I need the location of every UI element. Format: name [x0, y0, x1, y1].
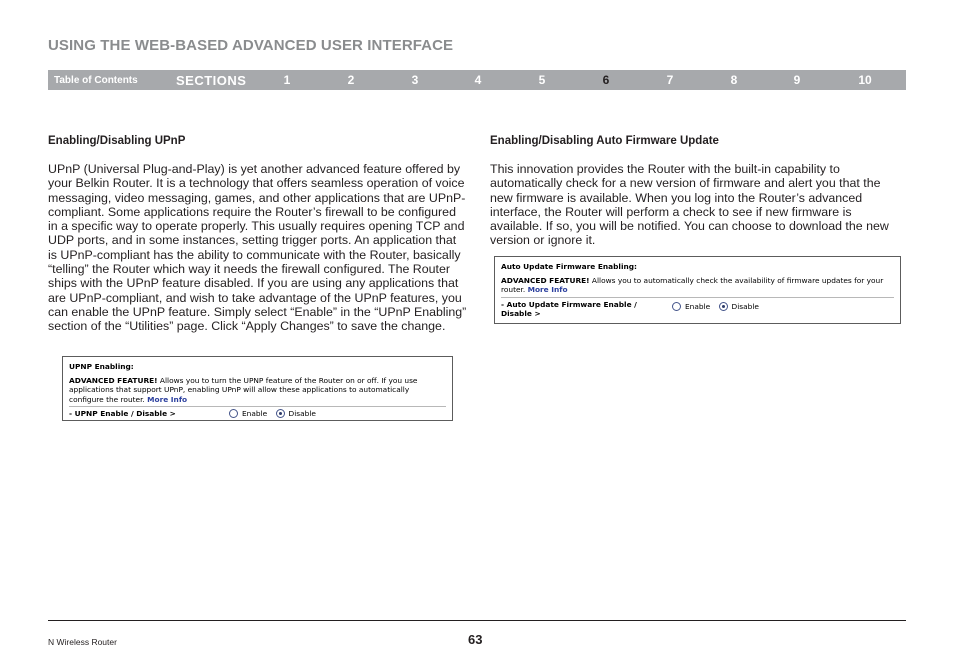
section-link-4[interactable]: 4 [474, 73, 482, 87]
upnp-setting-row [69, 409, 446, 419]
page-number: 63 [468, 632, 483, 647]
section-link-10[interactable]: 10 [858, 73, 872, 87]
firmware-more-info-link[interactable]: More Info [527, 285, 568, 295]
section-link-1[interactable]: 1 [283, 73, 291, 87]
upnp-panel-description [69, 376, 446, 405]
upnp-more-info-link[interactable]: More Info [147, 394, 188, 404]
section-link-3[interactable]: 3 [411, 73, 419, 87]
upnp-disable-label: Disable [288, 409, 316, 419]
section-link-9[interactable]: 9 [793, 73, 801, 87]
upnp-radio-group [229, 409, 322, 419]
firmware-disable-radio[interactable] [719, 302, 728, 311]
divider [69, 406, 446, 407]
divider [501, 297, 894, 298]
section-link-6-active[interactable]: 6 [602, 73, 610, 87]
section-nav-bar [48, 70, 906, 90]
firmware-heading: Enabling/Disabling Auto Firmware Update [490, 135, 719, 147]
firmware-settings-screenshot [494, 256, 901, 324]
section-link-2[interactable]: 2 [347, 73, 355, 87]
sections-label: SECTIONS [176, 73, 247, 88]
page-header-title: USING THE WEB-BASED ADVANCED USER INTERFACE [48, 37, 454, 54]
firmware-description-text: Allows you to automatically check the availability of firmware updates for your router. [501, 275, 884, 295]
upnp-setting-label: - UPNP Enable / Disable > [69, 409, 176, 419]
section-link-8[interactable]: 8 [730, 73, 738, 87]
upnp-heading: Enabling/Disabling UPnP [48, 135, 186, 147]
footer-product-name: N Wireless Router [48, 637, 117, 647]
advanced-feature-label: ADVANCED FEATURE! [69, 375, 158, 385]
table-of-contents-link[interactable]: Table of Contents [54, 75, 138, 86]
upnp-enable-radio[interactable] [229, 409, 238, 418]
firmware-setting-label-line1: - Auto Update Firmware Enable / [501, 299, 637, 309]
advanced-feature-label: ADVANCED FEATURE! [501, 275, 590, 285]
upnp-panel-title: UPNP Enabling: [69, 362, 134, 371]
firmware-body-text: This innovation provides the Router with the built-in capability to automatically check for a new version of firmware and alert you that the new firmware is available. When you log into the Router’s advanced interface, the Router will perform a check to see if new firmware is available. If so, you will be notified. You can choose to download the new version or ignore it. [490, 162, 889, 248]
upnp-disable-radio[interactable] [276, 409, 285, 418]
firmware-panel-description [501, 276, 894, 295]
left-column [48, 134, 468, 334]
upnp-enable-label: Enable [242, 409, 268, 419]
firmware-radio-group [672, 302, 765, 312]
upnp-body-text: UPnP (Universal Plug-and-Play) is yet another advanced feature offered by your Belkin Router. It is a technology that offers seamless operation of voice messaging, video messaging, games, and other applications that are UPnP-compliant. Some applications require the Router’s firewall to be configured in a specific way to operate properly. This usually requires opening TCP and UDP ports, and in some instances, setting trigger ports. An application that is UPnP-compliant has the ability to communicate with the Router, basically “telling” the Router which way it needs the firewall configured. The Router ships with the UPnP feature disabled. If you are using any applications that are UPnP-compliant, and wish to take advantage of the UPnP features, you can enable the UPnP feature. Simply select “Enable” in the “UPnP Enabling” section of the “Utilities” page. Click “Apply Changes” to save the change. [48, 162, 467, 334]
firmware-setting-row [501, 300, 894, 319]
firmware-enable-label: Enable [685, 301, 711, 311]
firmware-disable-label: Disable [731, 301, 759, 311]
firmware-enable-radio[interactable] [672, 302, 681, 311]
right-column [490, 134, 902, 248]
upnp-description-text: Allows you to turn the UPNP feature of the Router on or off. If you use applications that support UPnP, enabling UPnP will allow these applications to automatically configure the router. [69, 375, 418, 404]
footer-divider [48, 620, 906, 621]
firmware-panel-title: Auto Update Firmware Enabling: [501, 262, 637, 271]
upnp-settings-screenshot [62, 356, 453, 421]
section-link-5[interactable]: 5 [538, 73, 546, 87]
section-link-7[interactable]: 7 [666, 73, 674, 87]
firmware-setting-label-line2: Disable > [501, 309, 541, 319]
